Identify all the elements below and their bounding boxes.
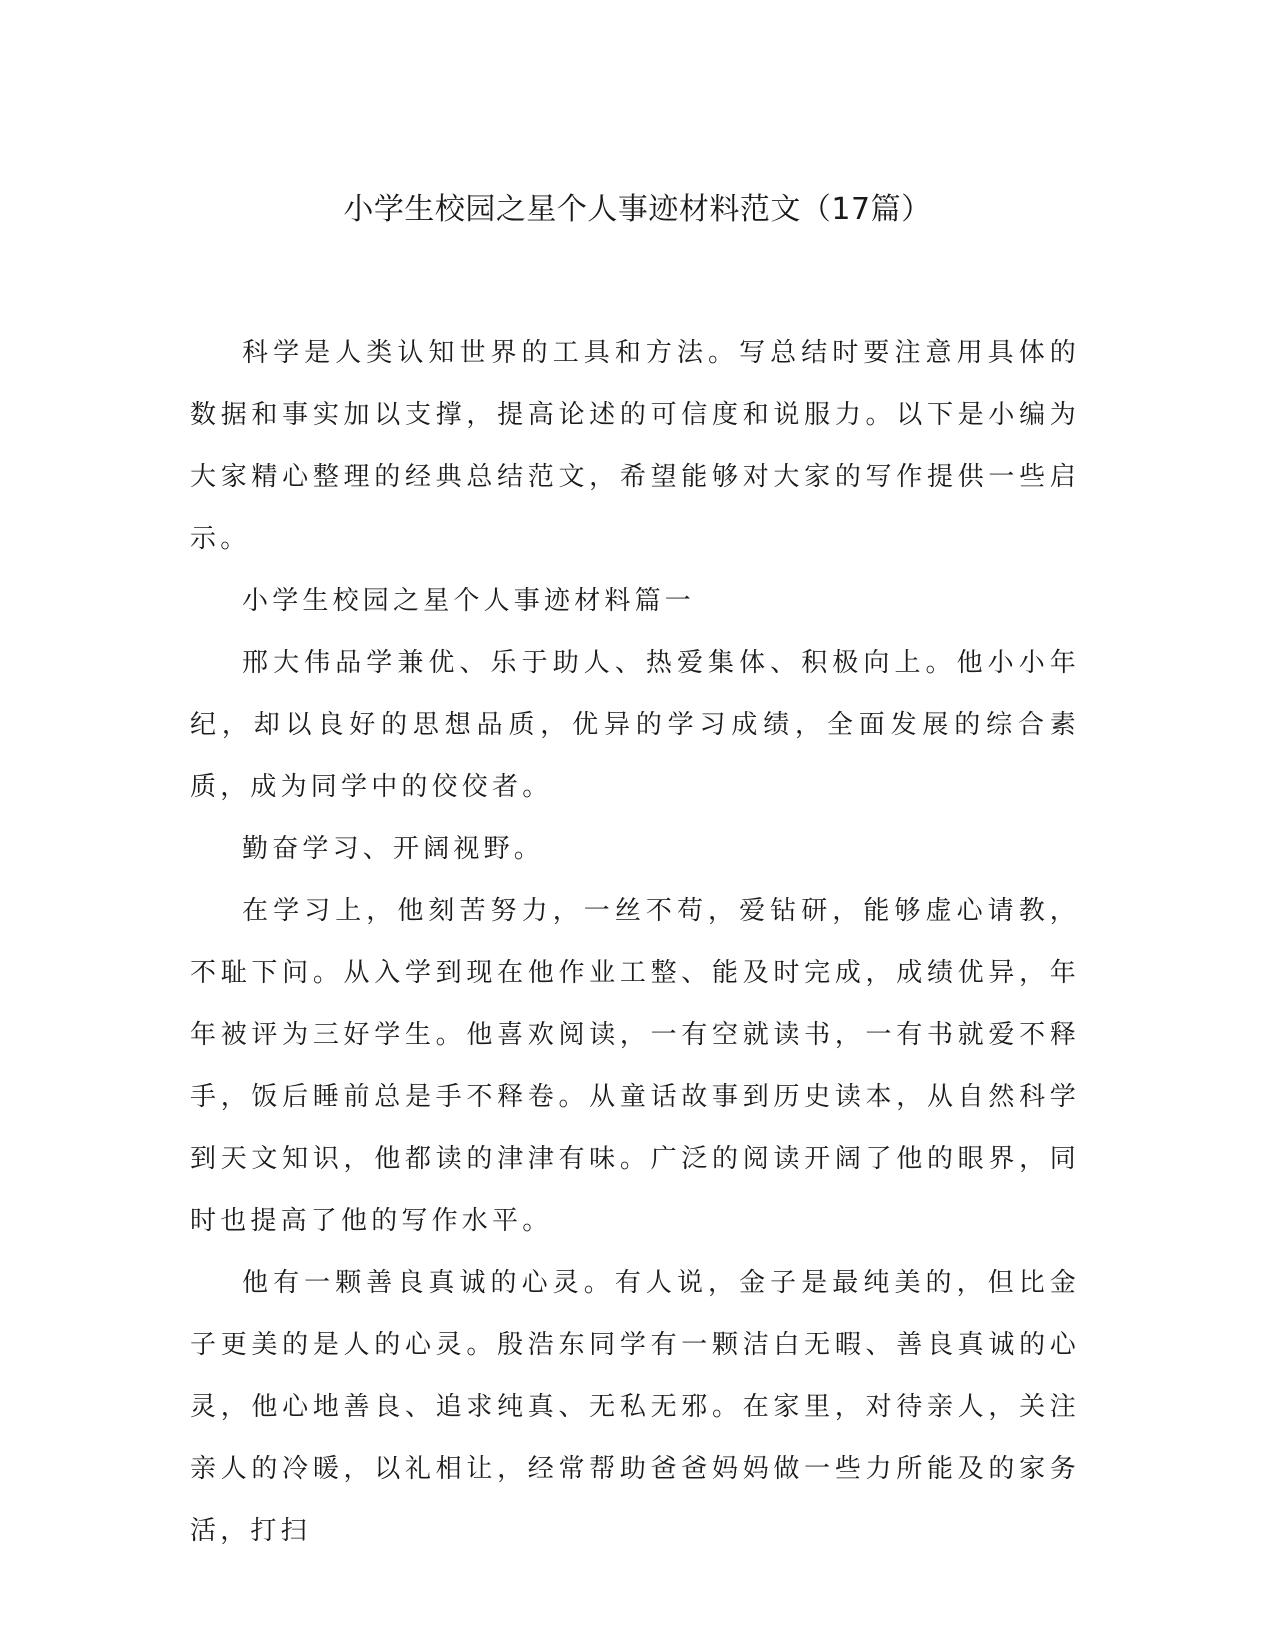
body-paragraph: 他有一颗善良真诚的心灵。有人说，金子是最纯美的，但比金子更美的是人的心灵。殷浩东同学有一颗洁白无暇、善良真诚的心灵，他心地善良、追求纯真、无私无邪。在家里，对待亲人，关注亲人的冷暖，以礼相让，经常帮助爸爸妈妈做一些力所能及的家务活，打扫 bbox=[190, 1268, 1080, 1546]
document-body bbox=[190, 322, 1080, 1562]
document-title: 小学生校园之星个人事迹材料范文（17篇） bbox=[343, 192, 932, 227]
body-paragraph: 在学习上，他刻苦努力，一丝不苟，爱钻研，能够虚心请教，不耻下问。从入学到现在他作业工整、能及时完成，成绩优异，年年被评为三好学生。他喜欢阅读，一有空就读书，一有书就爱不释手，饭后睡前总是手不释卷。从童话故事到历史读本，从自然科学到天文知识，他都读的津津有味。广泛的阅读开阔了他的眼界，同时也提高了他的写作水平。 bbox=[190, 896, 1080, 1236]
section-heading: 小学生校园之星个人事迹材料篇一 bbox=[242, 586, 696, 616]
body-paragraph: 邢大伟品学兼优、乐于助人、热爱集体、积极向上。他小小年纪，却以良好的思想品质，优异的学习成绩，全面发展的综合素质，成为同学中的佼佼者。 bbox=[190, 648, 1080, 802]
subsection-heading: 勤奋学习、开阔视野。 bbox=[242, 834, 545, 864]
intro-paragraph: 科学是人类认知世界的工具和方法。写总结时要注意用具体的数据和事实加以支撑，提高论述的可信度和说服力。以下是小编为大家精心整理的经典总结范文，希望能够对大家的写作提供一些启示。 bbox=[190, 338, 1080, 554]
